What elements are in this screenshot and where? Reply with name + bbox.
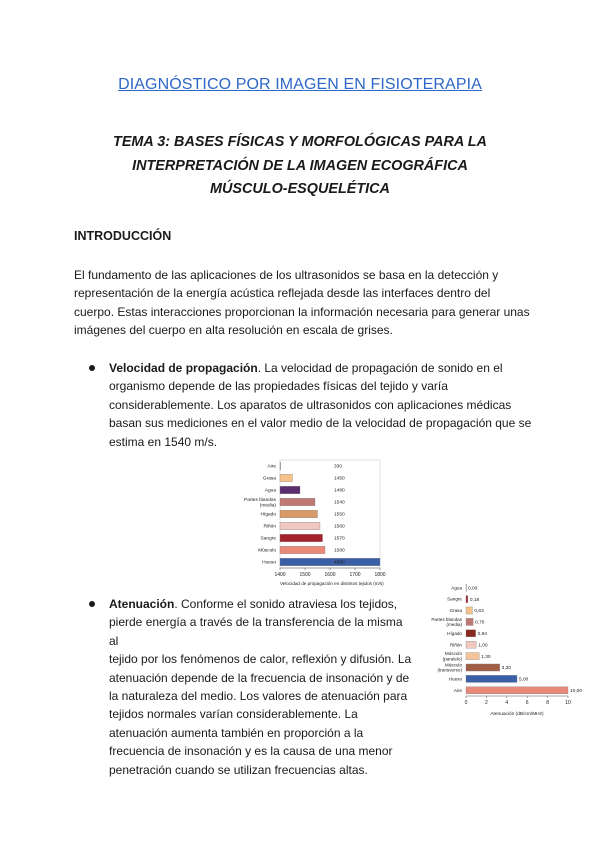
bullet-first-line-rest: . Conforme el sonido atraviesa los tejidos, (174, 597, 398, 611)
chart-velocidad-propagacion (232, 456, 392, 591)
intro-line: imágenes del cuerpo en alta resolución en escala de grises. (74, 323, 393, 338)
category-label: Hueso (262, 560, 276, 566)
tick-label: 10 (565, 700, 571, 706)
bar (280, 522, 320, 529)
category-label: Agua (264, 488, 276, 494)
data-label: 1,30 (481, 654, 491, 660)
bar (466, 630, 476, 637)
category-label: Grasa (449, 608, 462, 614)
bullet-first-line (109, 595, 414, 613)
category-label: Riñón (449, 642, 462, 648)
category-label: (media) (259, 503, 276, 509)
data-label: 330 (334, 464, 343, 470)
category-label: Hígado (260, 512, 276, 518)
tick-label: 0 (464, 700, 468, 706)
bar (466, 618, 473, 625)
data-label: 10,00 (570, 688, 583, 694)
category-label: Sangre (260, 536, 276, 542)
x-axis-label: Atenuación (dB/cm/MHz) (490, 712, 544, 717)
bullet-line: estima en 1540 m/s. (109, 434, 218, 449)
data-label: 0,70 (475, 620, 485, 626)
bar (466, 584, 467, 591)
tick-label: 1400 (274, 572, 286, 578)
bullet-icon (89, 365, 95, 371)
intro-line: El fundamento de las aplicaciones de los ultrasonidos se basa en la detección y (74, 268, 499, 282)
bar (280, 462, 281, 469)
bullet-first-line-rest: . La velocidad de propagación de sonido en el (257, 361, 503, 375)
bullet-term: Atenuación (109, 597, 175, 611)
data-label: 1570 (334, 536, 345, 542)
bullet-line: pierde energía a través de la transferencia de la misma al (109, 615, 403, 648)
chart-atenuacion (420, 578, 583, 720)
bar (466, 653, 479, 660)
data-label: 1480 (334, 488, 345, 494)
bullet-line: basan sus mediciones en el valor medio de la velocidad de propagación que se (109, 416, 532, 431)
category-label: Sangre (447, 596, 462, 602)
bar (280, 486, 300, 493)
bar (466, 675, 517, 682)
subtitle-line: MÚSCULO-ESQUELÉTICA (210, 181, 390, 197)
data-label: 3,30 (501, 666, 512, 672)
bullet-line: atenuación aumenta también en proporción a la (109, 725, 364, 740)
category-label: Partes blandas (244, 497, 276, 503)
data-label: 1540 (334, 500, 345, 506)
category-label: Hígado (447, 630, 462, 636)
bullet-line: tejidos normales varían considerablemente. La (109, 707, 358, 722)
tick-label: 1600 (324, 572, 336, 578)
data-label: 1550 (334, 512, 345, 518)
data-label: 4080 (334, 560, 345, 566)
section-heading-introduccion: INTRODUCCIÓN (74, 229, 172, 243)
bullet-line: penetración cuando se utilizan frecuencias altas. (109, 762, 368, 777)
bar (280, 534, 323, 541)
category-label: Grasa (262, 476, 276, 482)
tick-label: 1700 (349, 572, 361, 578)
data-label: 1,00 (478, 643, 488, 649)
bar (280, 546, 325, 553)
category-label: Músculo (258, 548, 276, 554)
category-label: Músculo (444, 662, 462, 668)
category-label: Músculo (444, 651, 462, 657)
bar (466, 596, 468, 603)
document-title: DIAGNÓSTICO POR IMAGEN EN FISIOTERAPIA (118, 76, 482, 93)
category-label: Agua (451, 585, 462, 591)
data-label: 0,63 (474, 609, 484, 615)
data-label: 0,18 (469, 597, 480, 603)
bullet-term: Velocidad de propagación (109, 361, 258, 375)
document-subtitle (60, 131, 540, 202)
bar (280, 558, 380, 565)
bullet-velocidad (109, 359, 539, 451)
tick-label: 8 (546, 700, 549, 706)
bullet-line: organismo depende de las propiedades físicas del tejido y varía (109, 379, 448, 394)
tick-label: 1800 (374, 572, 386, 578)
intro-paragraph (74, 266, 534, 340)
data-label: 5,00 (519, 677, 529, 683)
subtitle-line: TEMA 3: BASES FÍSICAS Y MORFOLÓGICAS PARA LA (113, 134, 487, 150)
bar (466, 641, 476, 648)
bullet-atenuacion (109, 595, 414, 779)
bullet-first-line (109, 359, 539, 377)
data-label: 0,00 (468, 586, 478, 592)
category-label: (paralelo) (442, 656, 462, 662)
bar (280, 510, 318, 517)
intro-line: cuerpo. Estas interacciones proporcionan la información necesaria para generar unas (74, 304, 530, 319)
bullet-line: tejido por los fenómenos de calor, reflexión y difusión. La (109, 652, 412, 667)
tick-label: 4 (505, 700, 509, 706)
bullet-icon (89, 601, 95, 607)
category-label: (transverso) (437, 667, 462, 673)
category-label: (media) (446, 622, 462, 628)
category-label: Riñón (263, 524, 276, 530)
bullet-line: atenuación depende de la frecuencia de insonación y de (109, 670, 410, 685)
data-label: 1450 (334, 476, 345, 482)
bar (280, 474, 293, 481)
category-label: Hueso (448, 676, 462, 682)
bar (466, 664, 500, 671)
tick-label: 6 (525, 700, 529, 706)
category-label: Aire (267, 464, 276, 470)
bullet-line: frecuencia de insonación y es la causa de una menor (109, 744, 393, 759)
data-label: 1560 (334, 524, 345, 530)
bar (466, 687, 568, 694)
category-label: Partes blandas (431, 616, 462, 622)
bullet-line: considerablemente. Los aparatos de ultrasonidos con aplicaciones médicas (109, 397, 512, 412)
bar (280, 498, 315, 505)
category-label: Aire (453, 687, 462, 693)
tick-label: 2 (485, 700, 488, 706)
data-label: 0,94 (477, 631, 487, 637)
x-axis-label: Velocidad de propagación en distintos tejidos (m/s) (280, 581, 384, 586)
subtitle-line: INTERPRETACIÓN DE LA IMAGEN ECOGRÁFICA (132, 157, 468, 174)
tick-label: 1500 (299, 572, 311, 578)
bar (466, 607, 472, 614)
bullet-line: la naturaleza del medio. Los valores de atenuación para (109, 689, 408, 704)
intro-line: representación de la energía acústica reflejada desde las interfaces dentro del (74, 286, 491, 301)
data-label: 1580 (334, 548, 345, 554)
